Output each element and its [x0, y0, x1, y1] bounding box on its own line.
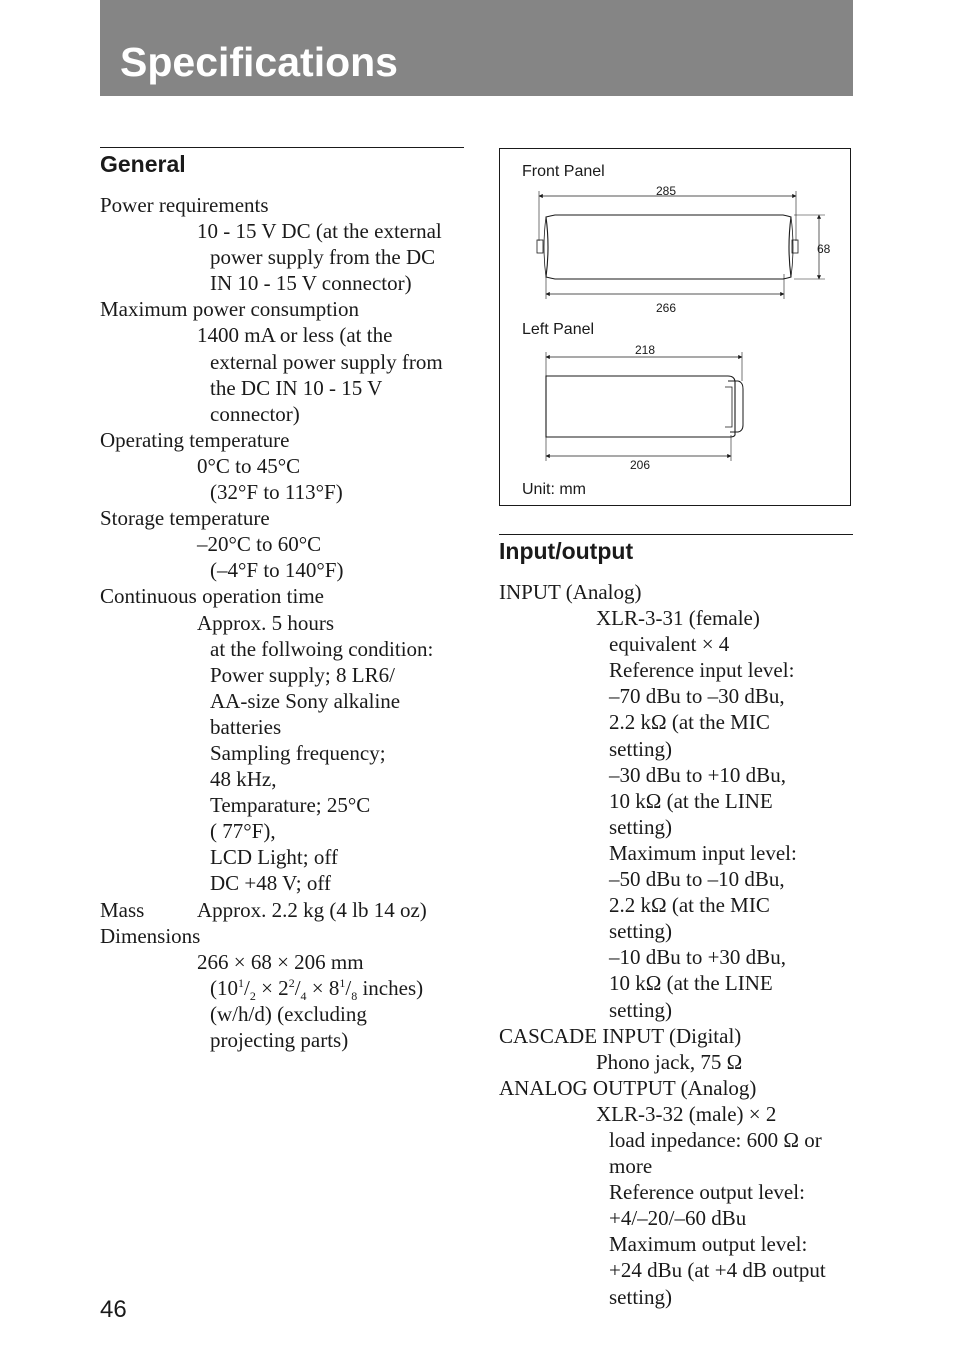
spec-row-mass: [100, 897, 470, 923]
spec-value: +4/–20/–60 dBu: [609, 1206, 747, 1231]
general-spec-list: [100, 192, 470, 1053]
spec-value: external power supply from: [210, 349, 443, 374]
dimension-drawing: [500, 149, 852, 507]
spec-value: more: [609, 1154, 653, 1179]
fraction-numerator: 1: [238, 975, 244, 990]
spec-value: the DC IN 10 - 15 V: [210, 375, 383, 400]
spec-value: setting): [609, 1284, 672, 1309]
spec-value: Maximum output level:: [609, 1232, 808, 1257]
spec-value: 10 kΩ (at the LINE: [609, 788, 773, 813]
spec-value: 10 - 15 V DC (at the external: [197, 219, 442, 244]
spec-value: equivalent × 4: [609, 632, 730, 657]
io-heading: Input/output: [499, 538, 634, 564]
dimension-diagram: [499, 148, 851, 506]
spec-value: at the follwoing condition:: [210, 636, 434, 661]
spec-value: connector): [210, 401, 300, 426]
spec-value: projecting parts): [210, 1028, 349, 1052]
fraction-denominator: 8: [351, 989, 358, 1003]
spec-value: Maximum input level:: [609, 840, 797, 865]
spec-label-power-requirements: Power requirements: [100, 193, 269, 217]
spec-value: (32°F to 113°F): [210, 480, 343, 505]
fraction-numerator: 2: [288, 975, 295, 990]
spec-value: 1400 mA or less (at the: [197, 323, 393, 348]
spec-value: Reference output level:: [609, 1180, 805, 1205]
spec-value: setting): [609, 736, 672, 761]
spec-value: setting): [609, 919, 672, 944]
spec-value: (w/h/d) (excluding: [210, 1001, 367, 1026]
spec-value: Reference input level:: [609, 658, 795, 683]
spec-value-inches: ($10^1/_2 \times 2^2/_4 \times 8^1/_8$ inches): [210, 975, 424, 1003]
spec-value: (–4°F to 140°F): [210, 558, 344, 583]
spec-value: 2.2 kΩ (at the MIC: [609, 710, 770, 735]
page-number: 46: [100, 1296, 127, 1323]
spec-value: +24 dBu (at +4 dB output: [609, 1258, 826, 1283]
spec-value: IN 10 - 15 V connector): [210, 271, 412, 296]
spec-value: Phono jack, 75 Ω: [596, 1049, 743, 1074]
spec-value: Approx. 5 hours: [197, 610, 335, 635]
io-spec-list: [499, 579, 853, 1310]
front-height-label: 68: [817, 242, 831, 256]
spec-value: ( 77°F),: [210, 819, 276, 844]
spec-value: –30 dBu to +10 dBu,: [609, 762, 786, 787]
spec-value: 0°C to 45°C: [197, 453, 301, 478]
spec-label-continuous-time: Continuous operation time: [100, 584, 324, 609]
spec-value: Sampling frequency;: [210, 740, 386, 765]
spec-value: power supply from the DC: [210, 245, 436, 270]
spec-value: DC +48 V; off: [210, 871, 331, 896]
spec-value: 10 kΩ (at the LINE: [609, 971, 773, 996]
fraction-denominator: 4: [300, 989, 307, 1003]
spec-value: –20°C to 60°C: [197, 532, 322, 557]
spec-value: 48 kHz,: [210, 767, 277, 792]
spec-label-mass: Mass: [100, 897, 145, 922]
spec-value: load inpedance: 600 Ω or: [609, 1127, 822, 1152]
left-width-bottom-label: 206: [629, 458, 651, 472]
spec-label-dimensions: Dimensions: [100, 923, 201, 948]
general-rule: [100, 147, 464, 148]
spec-value: XLR-3-31 (female): [596, 606, 760, 631]
spec-value: –50 dBu to –10 dBu,: [609, 867, 785, 892]
general-heading: General: [100, 151, 186, 177]
inch-text: × 8: [306, 975, 340, 1000]
spec-value: XLR-3-32 (male) × 2: [596, 1101, 777, 1126]
page-header-bar: [100, 0, 853, 96]
inch-text: × 2: [255, 975, 289, 1000]
spec-value-mass: Approx. 2.2 kg (4 lb 14 oz): [197, 897, 427, 922]
left-width-top-label: 218: [634, 343, 656, 357]
spec-value: batteries: [210, 714, 282, 739]
front-panel-label: Front Panel: [522, 163, 605, 180]
spec-label-storage-temp: Storage temperature: [100, 506, 270, 531]
spec-value: 2.2 kΩ (at the MIC: [609, 893, 770, 918]
inch-text: inches): [357, 975, 424, 1000]
left-panel-label: Left Panel: [522, 321, 595, 338]
spec-value: Temparature; 25°C: [210, 793, 371, 818]
fraction-numerator: 1: [339, 975, 346, 990]
page-title: Specifications: [120, 39, 398, 85]
inch-text: (10: [210, 975, 238, 1000]
front-width-top-label: 285: [655, 184, 677, 198]
spec-label-cascade-input: CASCADE INPUT (Digital): [499, 1023, 742, 1048]
spec-value: setting): [609, 814, 672, 839]
unit-label: Unit: mm: [522, 481, 586, 498]
fraction-denominator: 2: [249, 989, 256, 1003]
front-width-bottom-label: 266: [655, 301, 677, 315]
spec-value: Power supply; 8 LR6/: [210, 662, 395, 687]
spec-value: AA-size Sony alkaline: [210, 688, 401, 713]
spec-label-max-power: Maximum power consumption: [100, 297, 359, 322]
spec-value: –70 dBu to –30 dBu,: [609, 684, 785, 709]
spec-value: setting): [609, 997, 672, 1022]
spec-label-input-analog: INPUT (Analog): [499, 580, 642, 604]
spec-label-operating-temp: Operating temperature: [100, 427, 290, 452]
spec-value: 266 × 68 × 206 mm: [197, 949, 364, 974]
spec-value: LCD Light; off: [210, 845, 338, 870]
io-rule: [499, 534, 853, 535]
spec-value: –10 dBu to +30 dBu,: [609, 945, 786, 970]
spec-label-analog-output: ANALOG OUTPUT (Analog): [499, 1075, 757, 1100]
